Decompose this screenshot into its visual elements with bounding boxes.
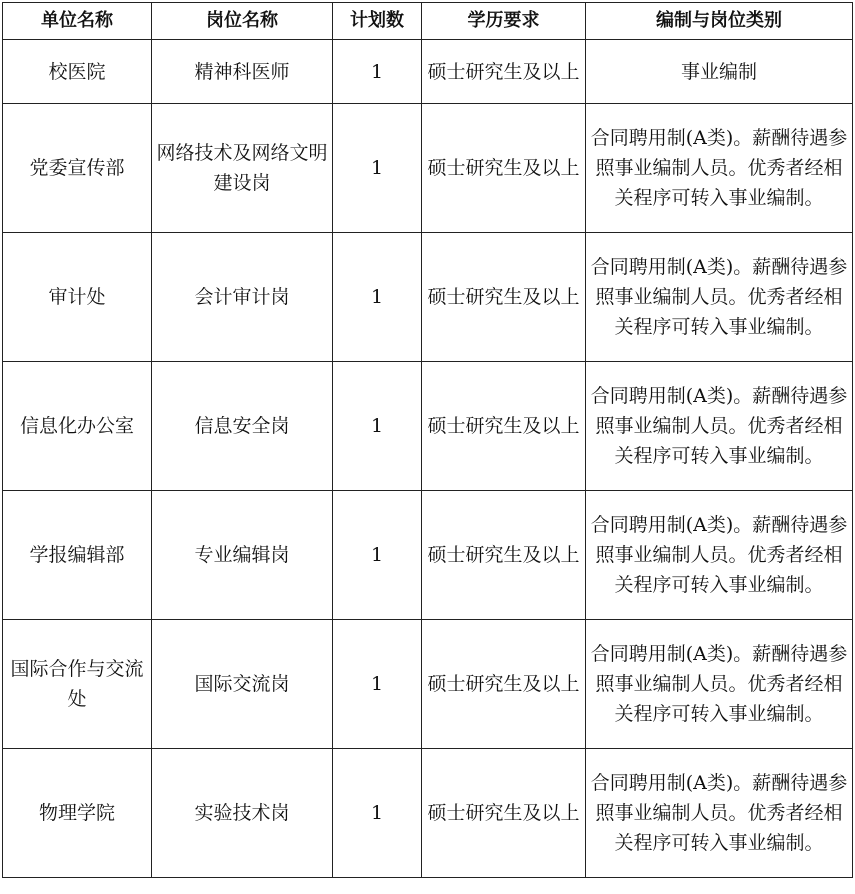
cell-count: 1 [333,40,422,104]
cell-unit: 审计处 [3,233,152,362]
cell-education: 硕士研究生及以上 [422,233,586,362]
header-category: 编制与岗位类别 [586,3,853,40]
cell-position: 信息安全岗 [152,362,333,491]
cell-count: 1 [333,362,422,491]
cell-count: 1 [333,104,422,233]
cell-education: 硕士研究生及以上 [422,620,586,749]
cell-unit: 校医院 [3,40,152,104]
cell-position: 国际交流岗 [152,620,333,749]
cell-position: 网络技术及网络文明建设岗 [152,104,333,233]
cell-count: 1 [333,491,422,620]
cell-education: 硕士研究生及以上 [422,749,586,878]
table-row [3,40,853,104]
cell-category: 合同聘用制(A类)。薪酬待遇参照事业编制人员。优秀者经相关程序可转入事业编制。 [586,620,853,749]
cell-category: 合同聘用制(A类)。薪酬待遇参照事业编制人员。优秀者经相关程序可转入事业编制。 [586,749,853,878]
header-count: 计划数 [333,3,422,40]
cell-education: 硕士研究生及以上 [422,104,586,233]
cell-education: 硕士研究生及以上 [422,491,586,620]
header-education: 学历要求 [422,3,586,40]
cell-education: 硕士研究生及以上 [422,362,586,491]
cell-count: 1 [333,233,422,362]
cell-category: 合同聘用制(A类)。薪酬待遇参照事业编制人员。优秀者经相关程序可转入事业编制。 [586,233,853,362]
header-unit: 单位名称 [3,3,152,40]
cell-unit: 物理学院 [3,749,152,878]
cell-unit: 学报编辑部 [3,491,152,620]
cell-unit: 国际合作与交流处 [3,620,152,749]
cell-count: 1 [333,749,422,878]
header-position: 岗位名称 [152,3,333,40]
header-row [3,3,853,40]
cell-education: 硕士研究生及以上 [422,40,586,104]
table-row [3,104,853,233]
cell-position: 会计审计岗 [152,233,333,362]
cell-category: 事业编制 [586,40,853,104]
table-row [3,620,853,749]
table-row [3,362,853,491]
cell-category: 合同聘用制(A类)。薪酬待遇参照事业编制人员。优秀者经相关程序可转入事业编制。 [586,104,853,233]
recruitment-table [2,2,853,878]
cell-count: 1 [333,620,422,749]
cell-position: 精神科医师 [152,40,333,104]
cell-unit: 信息化办公室 [3,362,152,491]
table-row [3,233,853,362]
cell-unit: 党委宣传部 [3,104,152,233]
table-row [3,749,853,878]
cell-category: 合同聘用制(A类)。薪酬待遇参照事业编制人员。优秀者经相关程序可转入事业编制。 [586,362,853,491]
table-row [3,491,853,620]
cell-category: 合同聘用制(A类)。薪酬待遇参照事业编制人员。优秀者经相关程序可转入事业编制。 [586,491,853,620]
cell-position: 实验技术岗 [152,749,333,878]
cell-position: 专业编辑岗 [152,491,333,620]
